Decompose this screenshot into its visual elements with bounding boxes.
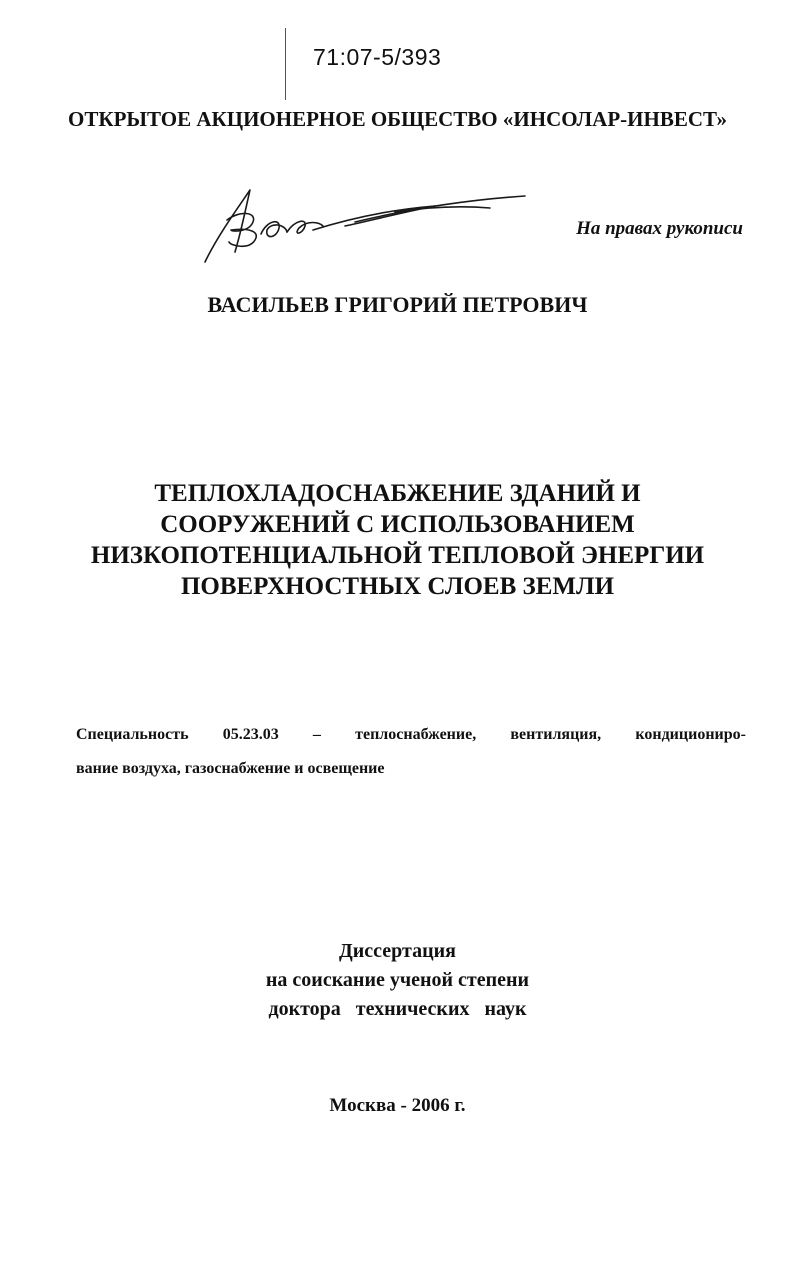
title-line: СООРУЖЕНИЙ С ИСПОЛЬЗОВАНИЕМ: [160, 511, 635, 538]
margin-line: [285, 28, 286, 100]
speciality-line: вание воздуха, газоснабжение и освещение: [76, 760, 385, 777]
speciality-line: Специальность 05.23.03 – теплоснабжение, вентиляция, кондициониро-: [76, 726, 746, 743]
title-line: НИЗКОПОТЕНЦИАЛЬНОЙ ТЕПЛОВОЙ ЭНЕРГИИ: [90, 542, 705, 569]
speciality-block: [76, 718, 746, 786]
city-year: Москва - 2006 г.: [329, 1095, 466, 1116]
handwritten-signature: [195, 182, 535, 267]
author-name: ВАСИЛЬЕВ ГРИГОРИЙ ПЕТРОВИЧ: [207, 292, 588, 317]
title-line: ПОВЕРХНОСТНЫХ СЛОЕВ ЗЕМЛИ: [180, 573, 615, 600]
dissertation-title: [0, 478, 795, 602]
manuscript-rights-note: На правах рукописи: [576, 218, 743, 239]
organization-name: ОТКРЫТОЕ АКЦИОНЕРНОЕ ОБЩЕСТВО «ИНСОЛАР-ИНВЕСТ»: [68, 107, 727, 131]
archive-stamp: 71:07-5/393: [313, 44, 442, 70]
academic-degree: доктора технических наук: [268, 998, 527, 1020]
dissertation-type: Диссертация: [339, 940, 456, 962]
dissertation-purpose: на соискание ученой степени: [265, 969, 530, 991]
dissertation-info: [0, 937, 795, 1024]
title-line: ТЕПЛОХЛАДОСНАБЖЕНИЕ ЗДАНИЙ И: [154, 480, 641, 507]
